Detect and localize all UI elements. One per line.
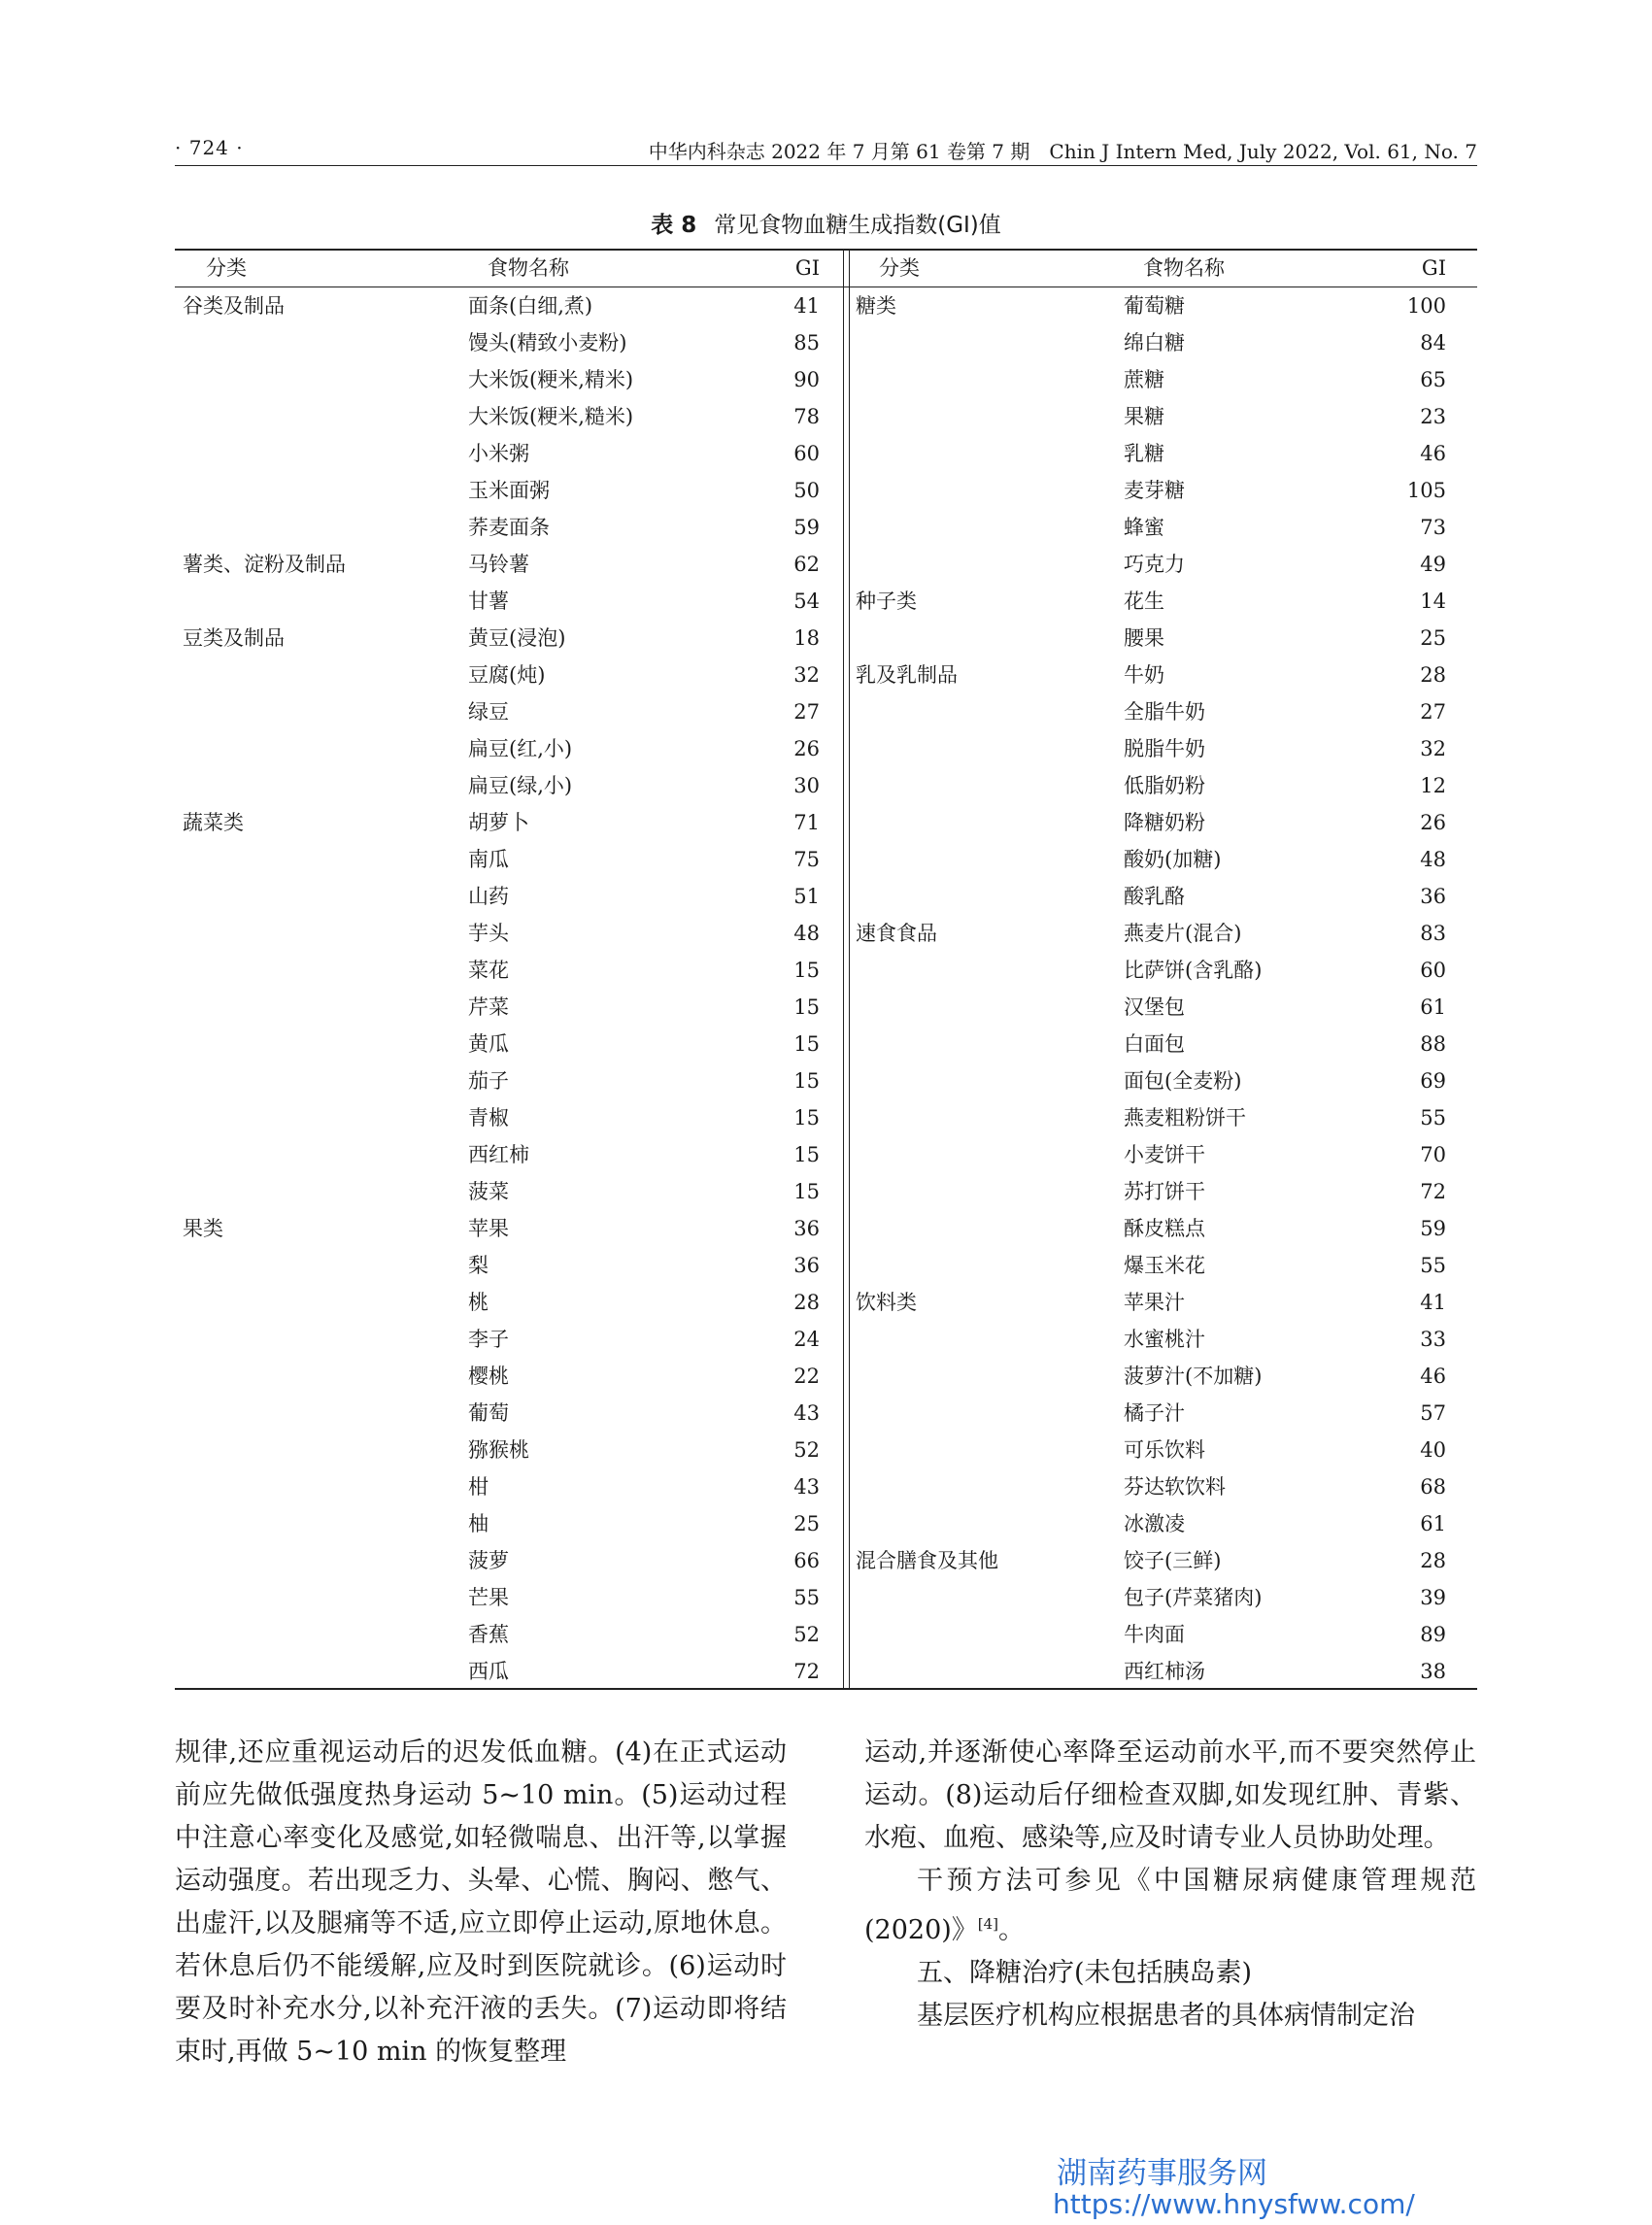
cell-gi: 15 <box>793 1069 820 1093</box>
cell-gi: 36 <box>793 1254 820 1277</box>
cell-food: 黄瓜 <box>468 1032 509 1056</box>
cell-food: 西瓜 <box>468 1660 509 1683</box>
table-row <box>850 1284 1477 1321</box>
cell-food: 扁豆(绿,小) <box>468 774 573 797</box>
table-row <box>850 767 1477 804</box>
section-heading: 五、降糖治疗(未包括胰岛素) <box>917 1958 1253 1988</box>
cell-food: 大米饭(粳米,精米) <box>468 368 634 391</box>
cell-gi: 88 <box>1420 1032 1446 1056</box>
cell-food: 蔗糖 <box>1124 368 1164 391</box>
cell-gi: 14 <box>1420 590 1446 613</box>
cell-gi: 40 <box>1420 1438 1446 1462</box>
table-row <box>175 804 843 841</box>
cell-food: 西红柿汤 <box>1124 1660 1205 1683</box>
watermark-url[interactable]: https://www.hnysfww.com/ <box>1053 2188 1415 2220</box>
cell-food: 饺子(三鲜) <box>1124 1549 1222 1572</box>
table-row <box>175 287 843 324</box>
cell-food: 爆玉米花 <box>1124 1254 1205 1277</box>
table-row <box>175 841 843 878</box>
table-row <box>850 1026 1477 1062</box>
table-row <box>850 1542 1477 1579</box>
cell-food: 苏打饼干 <box>1124 1180 1205 1203</box>
table-row <box>175 1542 843 1579</box>
table-row <box>175 1579 843 1616</box>
cell-gi: 65 <box>1420 368 1446 391</box>
cell-gi: 12 <box>1420 774 1446 797</box>
cell-gi: 33 <box>1420 1328 1446 1351</box>
cell-food: 芋头 <box>468 922 509 945</box>
body-paragraph: 基层医疗机构应根据患者的具体病情制定治 <box>917 2001 1415 2031</box>
table-row <box>175 1173 843 1210</box>
cell-gi: 55 <box>793 1586 820 1609</box>
cell-food: 可乐饮料 <box>1124 1438 1205 1462</box>
table-row <box>175 1653 843 1690</box>
cell-food: 马铃薯 <box>468 553 529 576</box>
cell-gi: 60 <box>1420 959 1446 982</box>
cell-gi: 60 <box>793 442 820 465</box>
citation-marker: [4] <box>977 1915 999 1933</box>
cell-food: 馒头(精致小麦粉) <box>468 331 627 354</box>
table-title: 常见食物血糖生成指数(GI)值 <box>714 213 1001 238</box>
table-row <box>850 361 1477 398</box>
table-row <box>175 620 843 657</box>
cell-food: 花生 <box>1124 590 1164 613</box>
cell-food: 麦芽糖 <box>1124 479 1185 502</box>
header-gi: GI <box>1421 256 1446 280</box>
cell-food: 苹果汁 <box>1124 1291 1185 1314</box>
cell-gi: 24 <box>793 1328 820 1351</box>
cell-food: 脱脂牛奶 <box>1124 737 1205 760</box>
journal-citation: 中华内科杂志 2022 年 7 月第 61 卷第 7 期 Chin J Intern Med, July 2022, Vol. 61, No. 7 <box>648 140 1477 163</box>
table-row <box>850 398 1477 435</box>
cell-food: 菜花 <box>468 959 509 982</box>
sentence-end: 。 <box>998 1915 1026 1945</box>
cell-gi: 18 <box>793 626 820 650</box>
cell-food: 菠菜 <box>468 1180 509 1203</box>
cell-food: 黄豆(浸泡) <box>468 626 566 650</box>
table-header-row <box>175 250 843 287</box>
table-row <box>850 1468 1477 1505</box>
table-row <box>175 657 843 693</box>
cell-gi: 84 <box>1420 331 1446 354</box>
cell-food: 芬达软饮料 <box>1124 1475 1226 1499</box>
cell-gi: 32 <box>793 663 820 687</box>
cell-food: 果糖 <box>1124 405 1164 428</box>
cell-food: 汉堡包 <box>1124 995 1185 1019</box>
table-row <box>850 1395 1477 1432</box>
table-row <box>175 1432 843 1468</box>
cell-gi: 41 <box>1420 1291 1446 1314</box>
cell-gi: 25 <box>793 1512 820 1535</box>
cell-gi: 61 <box>1420 1512 1446 1535</box>
cell-gi: 26 <box>793 737 820 760</box>
cell-gi: 39 <box>1420 1586 1446 1609</box>
cell-category: 乳及乳制品 <box>856 663 958 687</box>
table-row <box>175 472 843 509</box>
table-row <box>175 1358 843 1395</box>
cell-category: 薯类、淀粉及制品 <box>183 553 346 576</box>
cell-gi: 15 <box>793 959 820 982</box>
cell-food: 菠萝 <box>468 1549 509 1572</box>
cell-gi: 15 <box>793 1032 820 1056</box>
table-row <box>850 693 1477 730</box>
cell-gi: 48 <box>793 922 820 945</box>
cell-gi: 90 <box>793 368 820 391</box>
table-row <box>175 1284 843 1321</box>
cell-gi: 66 <box>793 1549 820 1572</box>
cell-food: 山药 <box>468 885 509 908</box>
table-row <box>175 361 843 398</box>
cell-category: 糖类 <box>856 294 896 318</box>
cell-gi: 50 <box>793 479 820 502</box>
table-row <box>850 287 1477 324</box>
cell-food: 乳糖 <box>1124 442 1164 465</box>
cell-food: 水蜜桃汁 <box>1124 1328 1205 1351</box>
cell-gi: 49 <box>1420 553 1446 576</box>
cell-food: 小米粥 <box>468 442 529 465</box>
body-column-right <box>864 1732 1476 2038</box>
table-row <box>850 1173 1477 1210</box>
cell-food: 苹果 <box>468 1217 509 1240</box>
cell-gi: 38 <box>1420 1660 1446 1683</box>
cell-food: 茄子 <box>468 1069 509 1093</box>
cell-food: 芹菜 <box>468 995 509 1019</box>
cell-gi: 62 <box>793 553 820 576</box>
cell-gi: 41 <box>793 294 820 318</box>
table-row <box>850 952 1477 989</box>
cell-food: 李子 <box>468 1328 509 1351</box>
cell-gi: 15 <box>793 1143 820 1166</box>
cell-gi: 69 <box>1420 1069 1446 1093</box>
table-row <box>175 730 843 767</box>
cell-food: 绵白糖 <box>1124 331 1185 354</box>
cell-food: 葡萄糖 <box>1124 294 1185 318</box>
cell-food: 蜂蜜 <box>1124 516 1164 539</box>
body-paragraph: 规律,还应重视运动后的迟发低血糖。(4)在正式运动前应先做低强度热身运动 5~10 min。(5)运动过程中注意心率变化及感觉,如轻微喘息、出汗等,以掌握运动强度。若出现乏力、头晕、心慌、胸闷、憋气、出虚汗,以及腿痛等不适,应立即停止运动,原地休息。若休息后仍不能缓解,应及时到医院就诊。(6)运动时要及时补充水分,以补充汗液的丢失。(7)运动即将结束时,再做 5~10 min 的恢复整理 <box>175 1737 787 2067</box>
cell-food: 柚 <box>468 1512 489 1535</box>
header-category: 分类 <box>879 256 920 280</box>
cell-category: 果类 <box>183 1217 223 1240</box>
cell-gi: 27 <box>793 700 820 724</box>
cell-gi: 51 <box>793 885 820 908</box>
body-column-left <box>175 1732 787 2073</box>
cell-gi: 15 <box>793 1180 820 1203</box>
table-row <box>850 841 1477 878</box>
cell-food: 豆腐(炖) <box>468 663 546 687</box>
cell-food: 包子(芹菜猪肉) <box>1124 1586 1263 1609</box>
cell-food: 面条(白细,煮) <box>468 294 593 318</box>
page-number: · 724 · <box>175 136 244 159</box>
cell-food: 柑 <box>468 1475 489 1499</box>
cell-gi: 43 <box>793 1401 820 1425</box>
cell-gi: 52 <box>793 1438 820 1462</box>
cell-food: 绿豆 <box>468 700 509 724</box>
table-row <box>175 324 843 361</box>
table-row <box>850 509 1477 546</box>
table-row <box>175 583 843 620</box>
table-row <box>850 472 1477 509</box>
table-left-half <box>175 250 843 1687</box>
cell-food: 芒果 <box>468 1586 509 1609</box>
cell-food: 酥皮糕点 <box>1124 1217 1205 1240</box>
table-row <box>175 1099 843 1136</box>
table-number: 表 8 <box>651 213 697 238</box>
cell-food: 葡萄 <box>468 1401 509 1425</box>
cell-food: 牛肉面 <box>1124 1623 1185 1646</box>
table-row <box>175 767 843 804</box>
table-row <box>850 1432 1477 1468</box>
table-row <box>850 583 1477 620</box>
table-row <box>850 1062 1477 1099</box>
cell-food: 巧克力 <box>1124 553 1185 576</box>
table-right-half <box>850 250 1477 1687</box>
table-row <box>175 915 843 952</box>
cell-food: 樱桃 <box>468 1365 509 1388</box>
table-row <box>850 1210 1477 1247</box>
cell-gi: 55 <box>1420 1106 1446 1129</box>
cell-gi: 23 <box>1420 405 1446 428</box>
cell-category: 速食食品 <box>856 922 937 945</box>
cell-gi: 30 <box>793 774 820 797</box>
table-row <box>175 1026 843 1062</box>
cell-food: 全脂牛奶 <box>1124 700 1205 724</box>
cell-gi: 36 <box>1420 885 1446 908</box>
cell-food: 西红柿 <box>468 1143 529 1166</box>
cell-gi: 15 <box>793 1106 820 1129</box>
table-row <box>850 1321 1477 1358</box>
cell-gi: 83 <box>1420 922 1446 945</box>
table-row <box>175 1321 843 1358</box>
table-body-left <box>175 287 843 1690</box>
cell-food: 玉米面粥 <box>468 479 550 502</box>
cell-category: 谷类及制品 <box>183 294 285 318</box>
table-row <box>175 693 843 730</box>
header-category: 分类 <box>206 256 247 280</box>
table-row <box>850 989 1477 1026</box>
cell-food: 酸奶(加糖) <box>1124 848 1222 871</box>
cell-gi: 78 <box>793 405 820 428</box>
cell-category: 饮料类 <box>856 1291 917 1314</box>
table-row <box>850 620 1477 657</box>
cell-gi: 32 <box>1420 737 1446 760</box>
cell-gi: 46 <box>1420 1365 1446 1388</box>
cell-gi: 71 <box>793 811 820 834</box>
table-row <box>850 1247 1477 1284</box>
table-row <box>175 546 843 583</box>
cell-food: 甘薯 <box>468 590 509 613</box>
cell-category: 蔬菜类 <box>183 811 244 834</box>
cell-food: 桃 <box>468 1291 489 1314</box>
cell-food: 腰果 <box>1124 626 1164 650</box>
cell-food: 菠萝汁(不加糖) <box>1124 1365 1263 1388</box>
table-row <box>850 1505 1477 1542</box>
cell-category: 豆类及制品 <box>183 626 285 650</box>
cell-gi: 28 <box>793 1291 820 1314</box>
table-body-right <box>850 287 1477 1690</box>
table-row <box>850 1358 1477 1395</box>
cell-food: 猕猴桃 <box>468 1438 529 1462</box>
cell-food: 橘子汁 <box>1124 1401 1185 1425</box>
table-row <box>850 915 1477 952</box>
cell-food: 南瓜 <box>468 848 509 871</box>
watermark-title: 湖南药事服务网 <box>1057 2156 1267 2191</box>
cell-gi: 61 <box>1420 995 1446 1019</box>
cell-gi: 85 <box>793 331 820 354</box>
table-row <box>175 1247 843 1284</box>
header-gi: GI <box>794 256 820 280</box>
cell-food: 大米饭(粳米,糙米) <box>468 405 634 428</box>
table-row <box>850 730 1477 767</box>
table-row <box>850 1099 1477 1136</box>
table-row <box>850 546 1477 583</box>
cell-gi: 43 <box>793 1475 820 1499</box>
table-row <box>175 1616 843 1653</box>
body-paragraph-reference <box>864 1860 1476 1952</box>
cell-gi: 68 <box>1420 1475 1446 1499</box>
cell-gi: 26 <box>1420 811 1446 834</box>
cell-gi: 25 <box>1420 626 1446 650</box>
cell-food: 白面包 <box>1124 1032 1185 1056</box>
cell-gi: 27 <box>1420 700 1446 724</box>
table-row <box>175 878 843 915</box>
cell-gi: 22 <box>793 1365 820 1388</box>
table-caption <box>175 207 1477 239</box>
table-row <box>850 435 1477 472</box>
cell-gi: 52 <box>793 1623 820 1646</box>
table-row <box>850 804 1477 841</box>
table-row <box>175 1468 843 1505</box>
cell-food: 胡萝卜 <box>468 811 529 834</box>
table-row <box>175 1136 843 1173</box>
cell-gi: 55 <box>1420 1254 1446 1277</box>
table-row <box>850 1579 1477 1616</box>
cell-gi: 48 <box>1420 848 1446 871</box>
cell-gi: 89 <box>1420 1623 1446 1646</box>
table-row <box>175 1062 843 1099</box>
cell-food: 燕麦片(混合) <box>1124 922 1242 945</box>
cell-gi: 100 <box>1406 294 1446 318</box>
table-row <box>175 989 843 1026</box>
cell-gi: 105 <box>1406 479 1446 502</box>
cell-food: 青椒 <box>468 1106 509 1129</box>
table-row <box>850 1136 1477 1173</box>
cell-gi: 36 <box>793 1217 820 1240</box>
table-row <box>850 657 1477 693</box>
cell-food: 低脂奶粉 <box>1124 774 1205 797</box>
cell-gi: 70 <box>1420 1143 1446 1166</box>
table-divider-line <box>843 249 844 1688</box>
cell-food: 降糖奶粉 <box>1124 811 1205 834</box>
cell-food: 扁豆(红,小) <box>468 737 573 760</box>
table-row <box>175 1395 843 1432</box>
table-row <box>175 952 843 989</box>
cell-gi: 59 <box>793 516 820 539</box>
table-header-row <box>850 250 1477 287</box>
table-row <box>850 324 1477 361</box>
cell-gi: 46 <box>1420 442 1446 465</box>
cell-gi: 72 <box>1420 1180 1446 1203</box>
cell-food: 酸乳酪 <box>1124 885 1185 908</box>
table-row <box>175 1505 843 1542</box>
cell-food: 荞麦面条 <box>468 516 550 539</box>
table-row <box>850 878 1477 915</box>
table-row <box>175 1210 843 1247</box>
cell-gi: 75 <box>793 848 820 871</box>
cell-category: 混合膳食及其他 <box>856 1549 998 1572</box>
cell-food: 牛奶 <box>1124 663 1164 687</box>
cell-food: 小麦饼干 <box>1124 1143 1205 1166</box>
table-row <box>175 509 843 546</box>
table-row <box>850 1616 1477 1653</box>
cell-food: 面包(全麦粉) <box>1124 1069 1242 1093</box>
cell-gi: 28 <box>1420 1549 1446 1572</box>
reference-text: 干预方法可参见《中国糖尿病健康管理规范(2020)》 <box>864 1866 1476 1945</box>
cell-gi: 57 <box>1420 1401 1446 1425</box>
body-paragraph: 运动,并逐渐使心率降至运动前水平,而不要突然停止运动。(8)运动后仔细检查双脚,如发现红肿、青紫、水疱、血疱、感染等,应及时请专业人员协助处理。 <box>864 1737 1476 1853</box>
table-row <box>175 398 843 435</box>
header-food: 食物名称 <box>1143 256 1225 280</box>
cell-gi: 73 <box>1420 516 1446 539</box>
cell-gi: 54 <box>793 590 820 613</box>
running-header <box>175 132 1477 166</box>
cell-gi: 28 <box>1420 663 1446 687</box>
header-food: 食物名称 <box>488 256 569 280</box>
cell-category: 种子类 <box>856 590 917 613</box>
cell-food: 冰激凌 <box>1124 1512 1185 1535</box>
cell-gi: 59 <box>1420 1217 1446 1240</box>
cell-food: 比萨饼(含乳酪) <box>1124 959 1263 982</box>
cell-gi: 72 <box>793 1660 820 1683</box>
cell-food: 燕麦粗粉饼干 <box>1124 1106 1246 1129</box>
cell-food: 梨 <box>468 1254 489 1277</box>
cell-gi: 15 <box>793 995 820 1019</box>
cell-food: 香蕉 <box>468 1623 509 1646</box>
table-row <box>175 435 843 472</box>
table-row <box>850 1653 1477 1690</box>
